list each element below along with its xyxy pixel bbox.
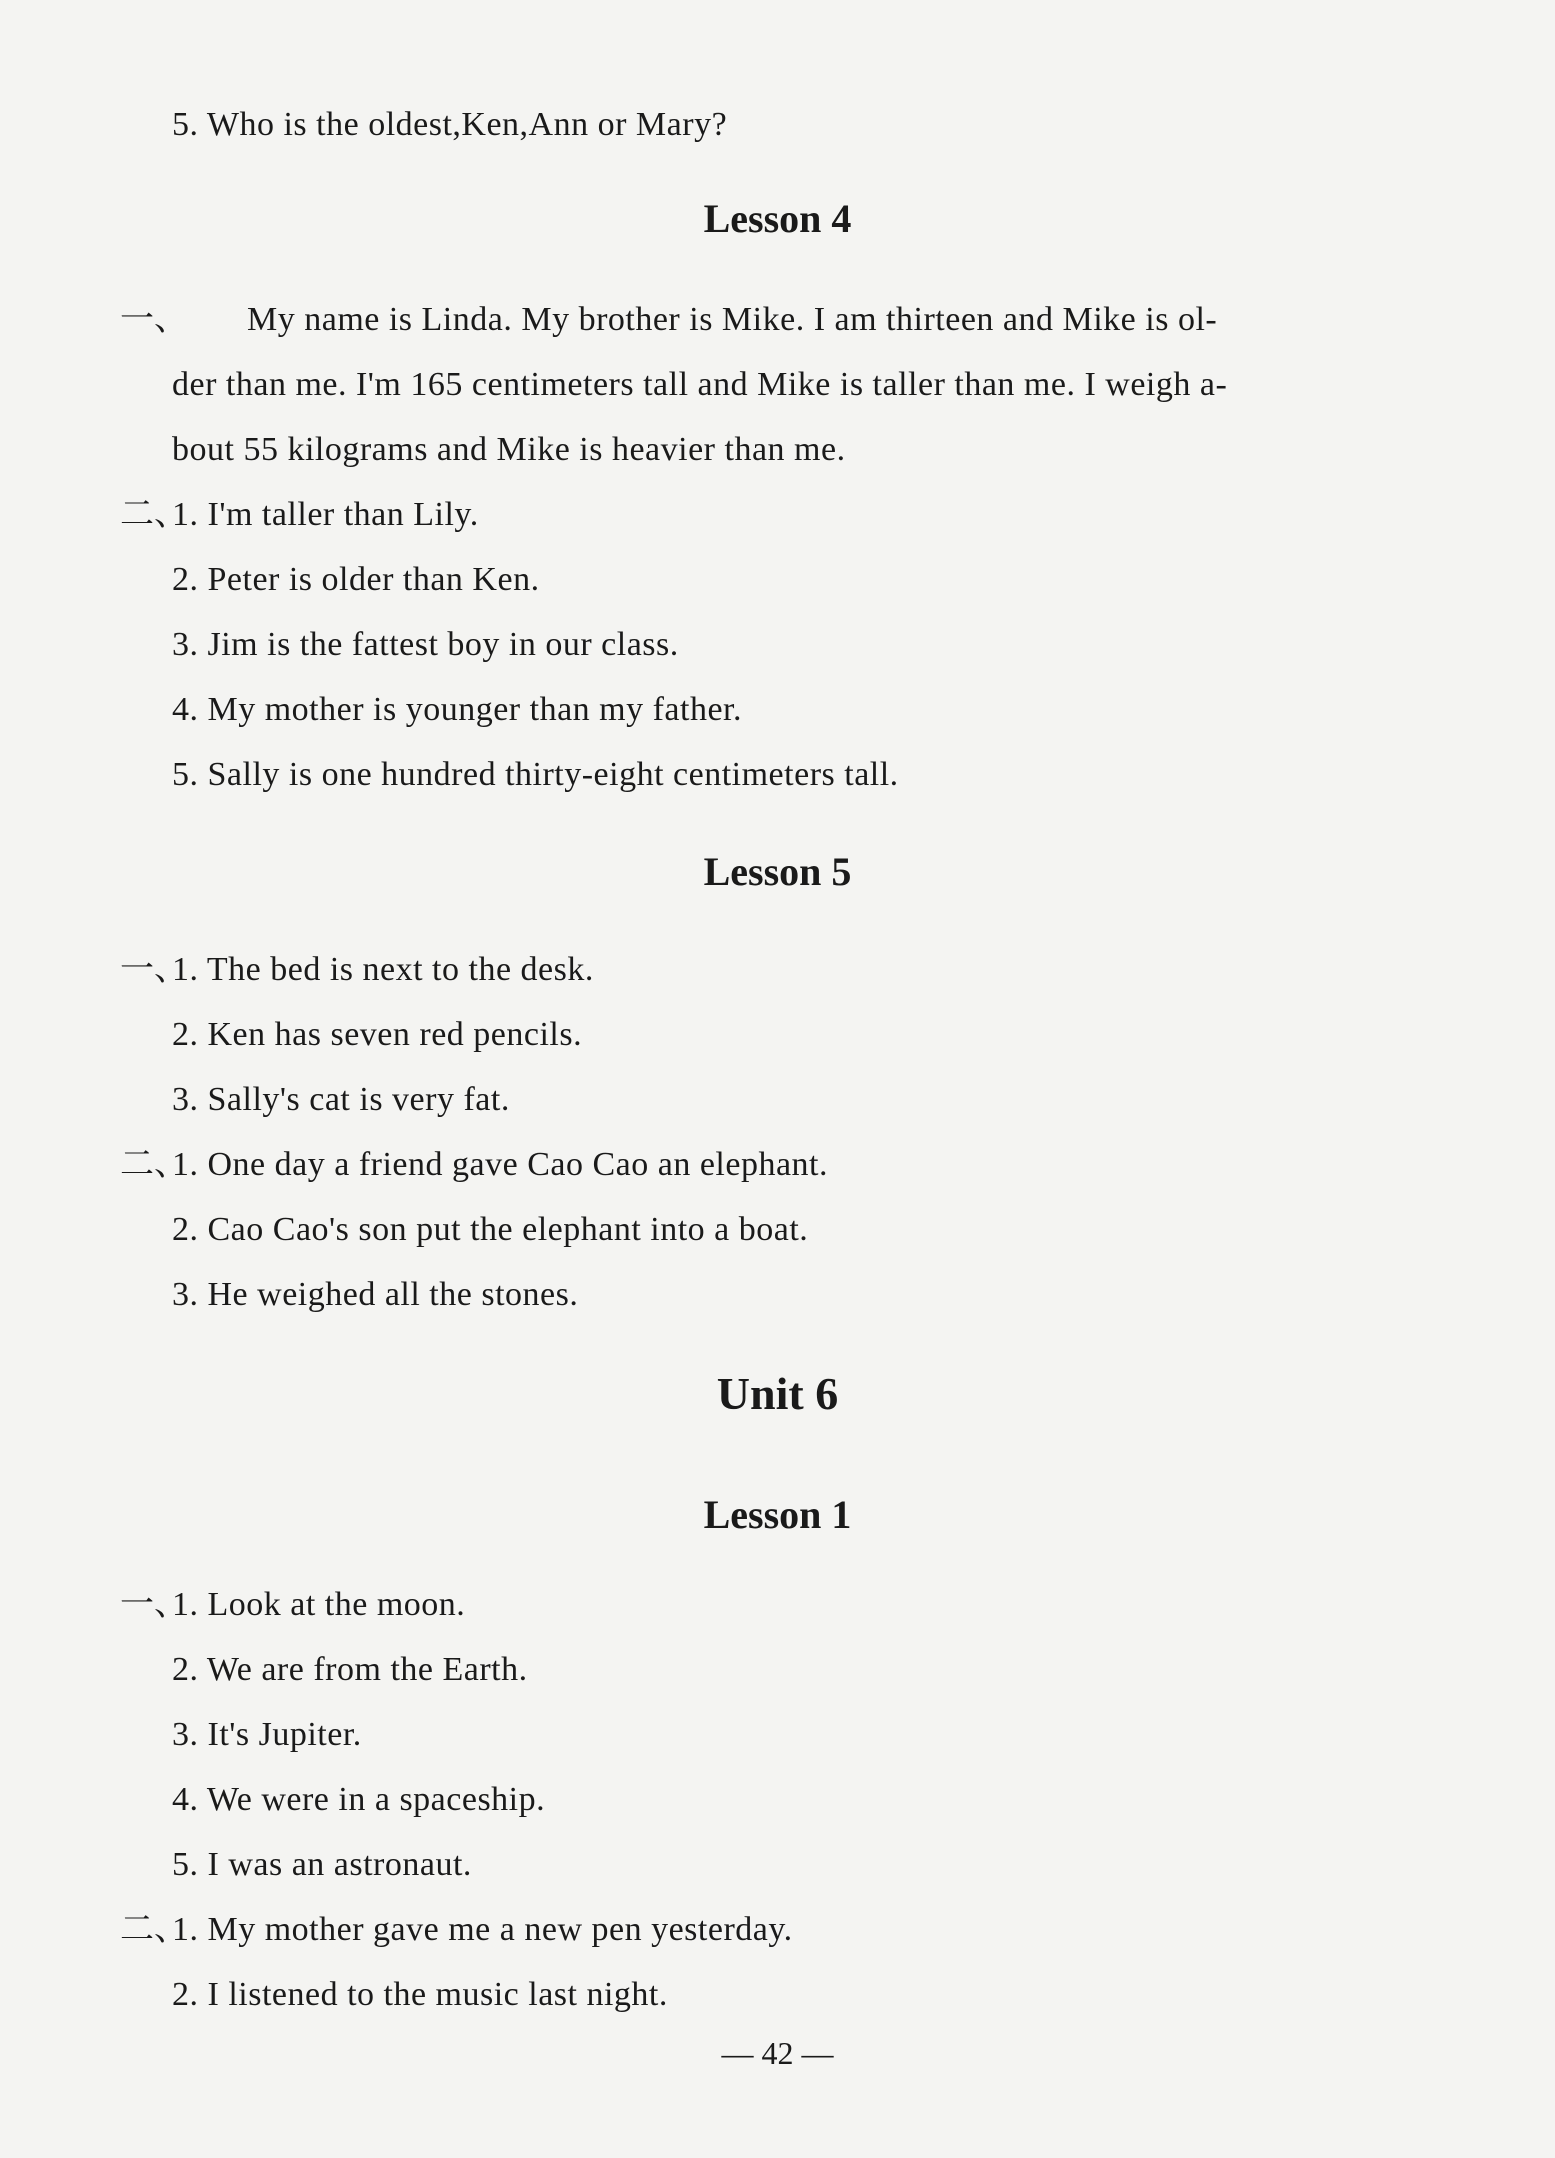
question-5-text: 5. Who is the oldest,Ken,Ann or Mary? bbox=[172, 106, 728, 143]
lesson4-paragraph-line: der than me. I'm 165 centimeters tall and Mike is taller than me. I weigh a- bbox=[172, 366, 1228, 403]
unit6-lesson-1-heading: Lesson 1 bbox=[703, 1492, 852, 1537]
lesson4-paragraph-line: bout 55 kilograms and Mike is heavier than me. bbox=[172, 431, 846, 468]
list-item: 1. My mother gave me a new pen yesterday. bbox=[172, 1911, 793, 1948]
list-item: 5. I was an astronaut. bbox=[172, 1846, 472, 1883]
lesson5-part2-marker: 二、 bbox=[120, 1146, 188, 1183]
list-item: 2. I listened to the music last night. bbox=[172, 1976, 668, 2013]
lesson-4-heading: Lesson 4 bbox=[703, 196, 852, 241]
lesson4-part2-marker: 二、 bbox=[120, 496, 188, 533]
list-item: 3. Sally's cat is very fat. bbox=[172, 1081, 510, 1118]
list-item: 4. My mother is younger than my father. bbox=[172, 691, 743, 728]
unit-6-heading: Unit 6 bbox=[716, 1368, 839, 1419]
lesson5-part1-marker: 一、 bbox=[120, 951, 188, 988]
list-item: 4. We were in a spaceship. bbox=[172, 1781, 546, 1818]
list-item: 2. Ken has seven red pencils. bbox=[172, 1016, 583, 1053]
list-item: 3. Jim is the fattest boy in our class. bbox=[172, 626, 679, 663]
list-item: 2. Cao Cao's son put the elephant into a boat. bbox=[172, 1211, 809, 1248]
list-item: 3. He weighed all the stones. bbox=[172, 1276, 579, 1313]
lesson4-paragraph-line: My name is Linda. My brother is Mike. I am thirteen and Mike is ol- bbox=[247, 301, 1218, 338]
list-item: 5. Sally is one hundred thirty-eight centimeters tall. bbox=[172, 756, 899, 793]
lesson4-part1-marker: 一、 bbox=[120, 301, 188, 338]
unit6-lesson1-part1-marker: 一、 bbox=[120, 1586, 188, 1623]
lesson-5-heading: Lesson 5 bbox=[703, 849, 852, 894]
list-item: 1. The bed is next to the desk. bbox=[172, 951, 594, 988]
unit6-lesson1-part2-marker: 二、 bbox=[120, 1911, 188, 1948]
page-number: — 42 — bbox=[721, 2035, 834, 2071]
list-item: 1. One day a friend gave Cao Cao an elephant. bbox=[172, 1146, 828, 1183]
list-item: 2. Peter is older than Ken. bbox=[172, 561, 540, 598]
list-item: 1. Look at the moon. bbox=[172, 1586, 466, 1623]
list-item: 2. We are from the Earth. bbox=[172, 1651, 528, 1688]
list-item: 3. It's Jupiter. bbox=[172, 1716, 362, 1753]
list-item: 1. I'm taller than Lily. bbox=[172, 496, 479, 533]
